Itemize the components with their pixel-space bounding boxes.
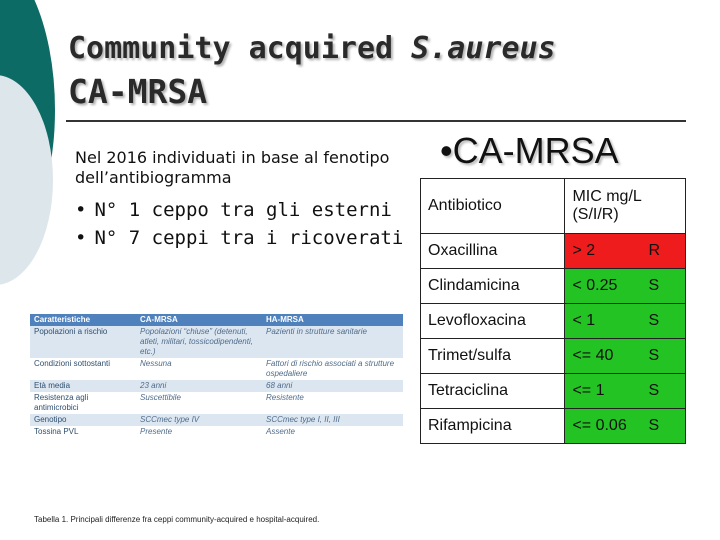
slide-title [68, 30, 556, 112]
ha-mrsa-cell: Resistente [262, 392, 403, 414]
ca-mrsa-cell: Nessuna [136, 358, 262, 380]
mic-row [421, 269, 686, 304]
row-label: Età media [30, 380, 136, 392]
ha-mrsa-cell: Pazienti in strutture sanitarie [262, 326, 403, 358]
bullet-item: • N° 1 ceppo tra gli esterni [75, 196, 403, 224]
row-label: Popolazioni a rischio [30, 326, 136, 358]
ca-mrsa-cell: Popolazioni “chiuse” (detenuti, atleti, militari, tossicodipendenti, etc.) [136, 326, 262, 358]
drug-name: Trimet/sulfa [421, 339, 565, 374]
result-code: S [642, 339, 686, 374]
title-divider [66, 120, 686, 122]
drug-name: Clindamicina [421, 269, 565, 304]
mic-value: < 0.25 [565, 269, 642, 304]
ha-mrsa-cell: Assente [262, 426, 403, 438]
mic-row [421, 304, 686, 339]
comparison-row [30, 358, 403, 380]
result-code: S [642, 409, 686, 444]
title-prefix: Community acquired [68, 31, 412, 66]
ca-mrsa-cell: Presente [136, 426, 262, 438]
comparison-row [30, 380, 403, 392]
ha-mrsa-cell: Fattori di rischio associati a strutture ospedaliere [262, 358, 403, 380]
title-species: S.aureus [411, 31, 556, 66]
row-label: Tossina PVL [30, 426, 136, 438]
mic-row [421, 374, 686, 409]
mic-value: <= 1 [565, 374, 642, 409]
row-label: Condizioni sottostanti [30, 358, 136, 380]
comparison-row [30, 326, 403, 358]
mic-value: <= 40 [565, 339, 642, 374]
header-cell: HA-MRSA [262, 314, 403, 326]
mic-table [420, 178, 686, 444]
drug-name: Oxacillina [421, 234, 565, 269]
drug-name: Tetraciclina [421, 374, 565, 409]
header-cell: Caratteristiche [30, 314, 136, 326]
comparison-row [30, 392, 403, 414]
ca-mrsa-cell: SCCmec type IV [136, 414, 262, 426]
bullet-item: • N° 7 ceppi tra i ricoverati [75, 224, 403, 252]
mic-header-row [421, 179, 686, 234]
comparison-row [30, 426, 403, 438]
comparison-table [30, 314, 403, 438]
mic-row [421, 339, 686, 374]
ha-mrsa-cell: 68 anni [262, 380, 403, 392]
bullet-list [75, 196, 403, 252]
drug-name: Rifampicina [421, 409, 565, 444]
result-code: S [642, 374, 686, 409]
drug-name: Levofloxacina [421, 304, 565, 339]
row-label: Resistenza agli antimicrobici [30, 392, 136, 414]
comparison-row [30, 414, 403, 426]
ca-mrsa-cell: 23 anni [136, 380, 262, 392]
comparison-header-row [30, 314, 403, 326]
row-label: Genotipo [30, 414, 136, 426]
mic-row [421, 234, 686, 269]
title-line-1 [68, 30, 556, 68]
right-heading: • CA-MRSA [440, 130, 619, 172]
result-code: S [642, 269, 686, 304]
intro-text: Nel 2016 individuati in base al fenotipo dell’antibiogramma [75, 148, 390, 187]
mic-value: <= 0.06 [565, 409, 642, 444]
header-mic: MIC mg/L (S/I/R) [565, 179, 686, 234]
header-cell: CA-MRSA [136, 314, 262, 326]
result-code: S [642, 304, 686, 339]
ha-mrsa-cell: SCCmec type I, II, III [262, 414, 403, 426]
ca-mrsa-cell: Suscettibile [136, 392, 262, 414]
mic-value: > 2 [565, 234, 642, 269]
mic-row [421, 409, 686, 444]
table-caption: Tabella 1. Principali differenze fra ceppi community-acquired e hospital-acquired. [34, 515, 320, 524]
title-line-2: CA-MRSA [68, 72, 208, 111]
mic-value: < 1 [565, 304, 642, 339]
result-code: R [642, 234, 686, 269]
header-drug: Antibiotico [421, 179, 565, 234]
